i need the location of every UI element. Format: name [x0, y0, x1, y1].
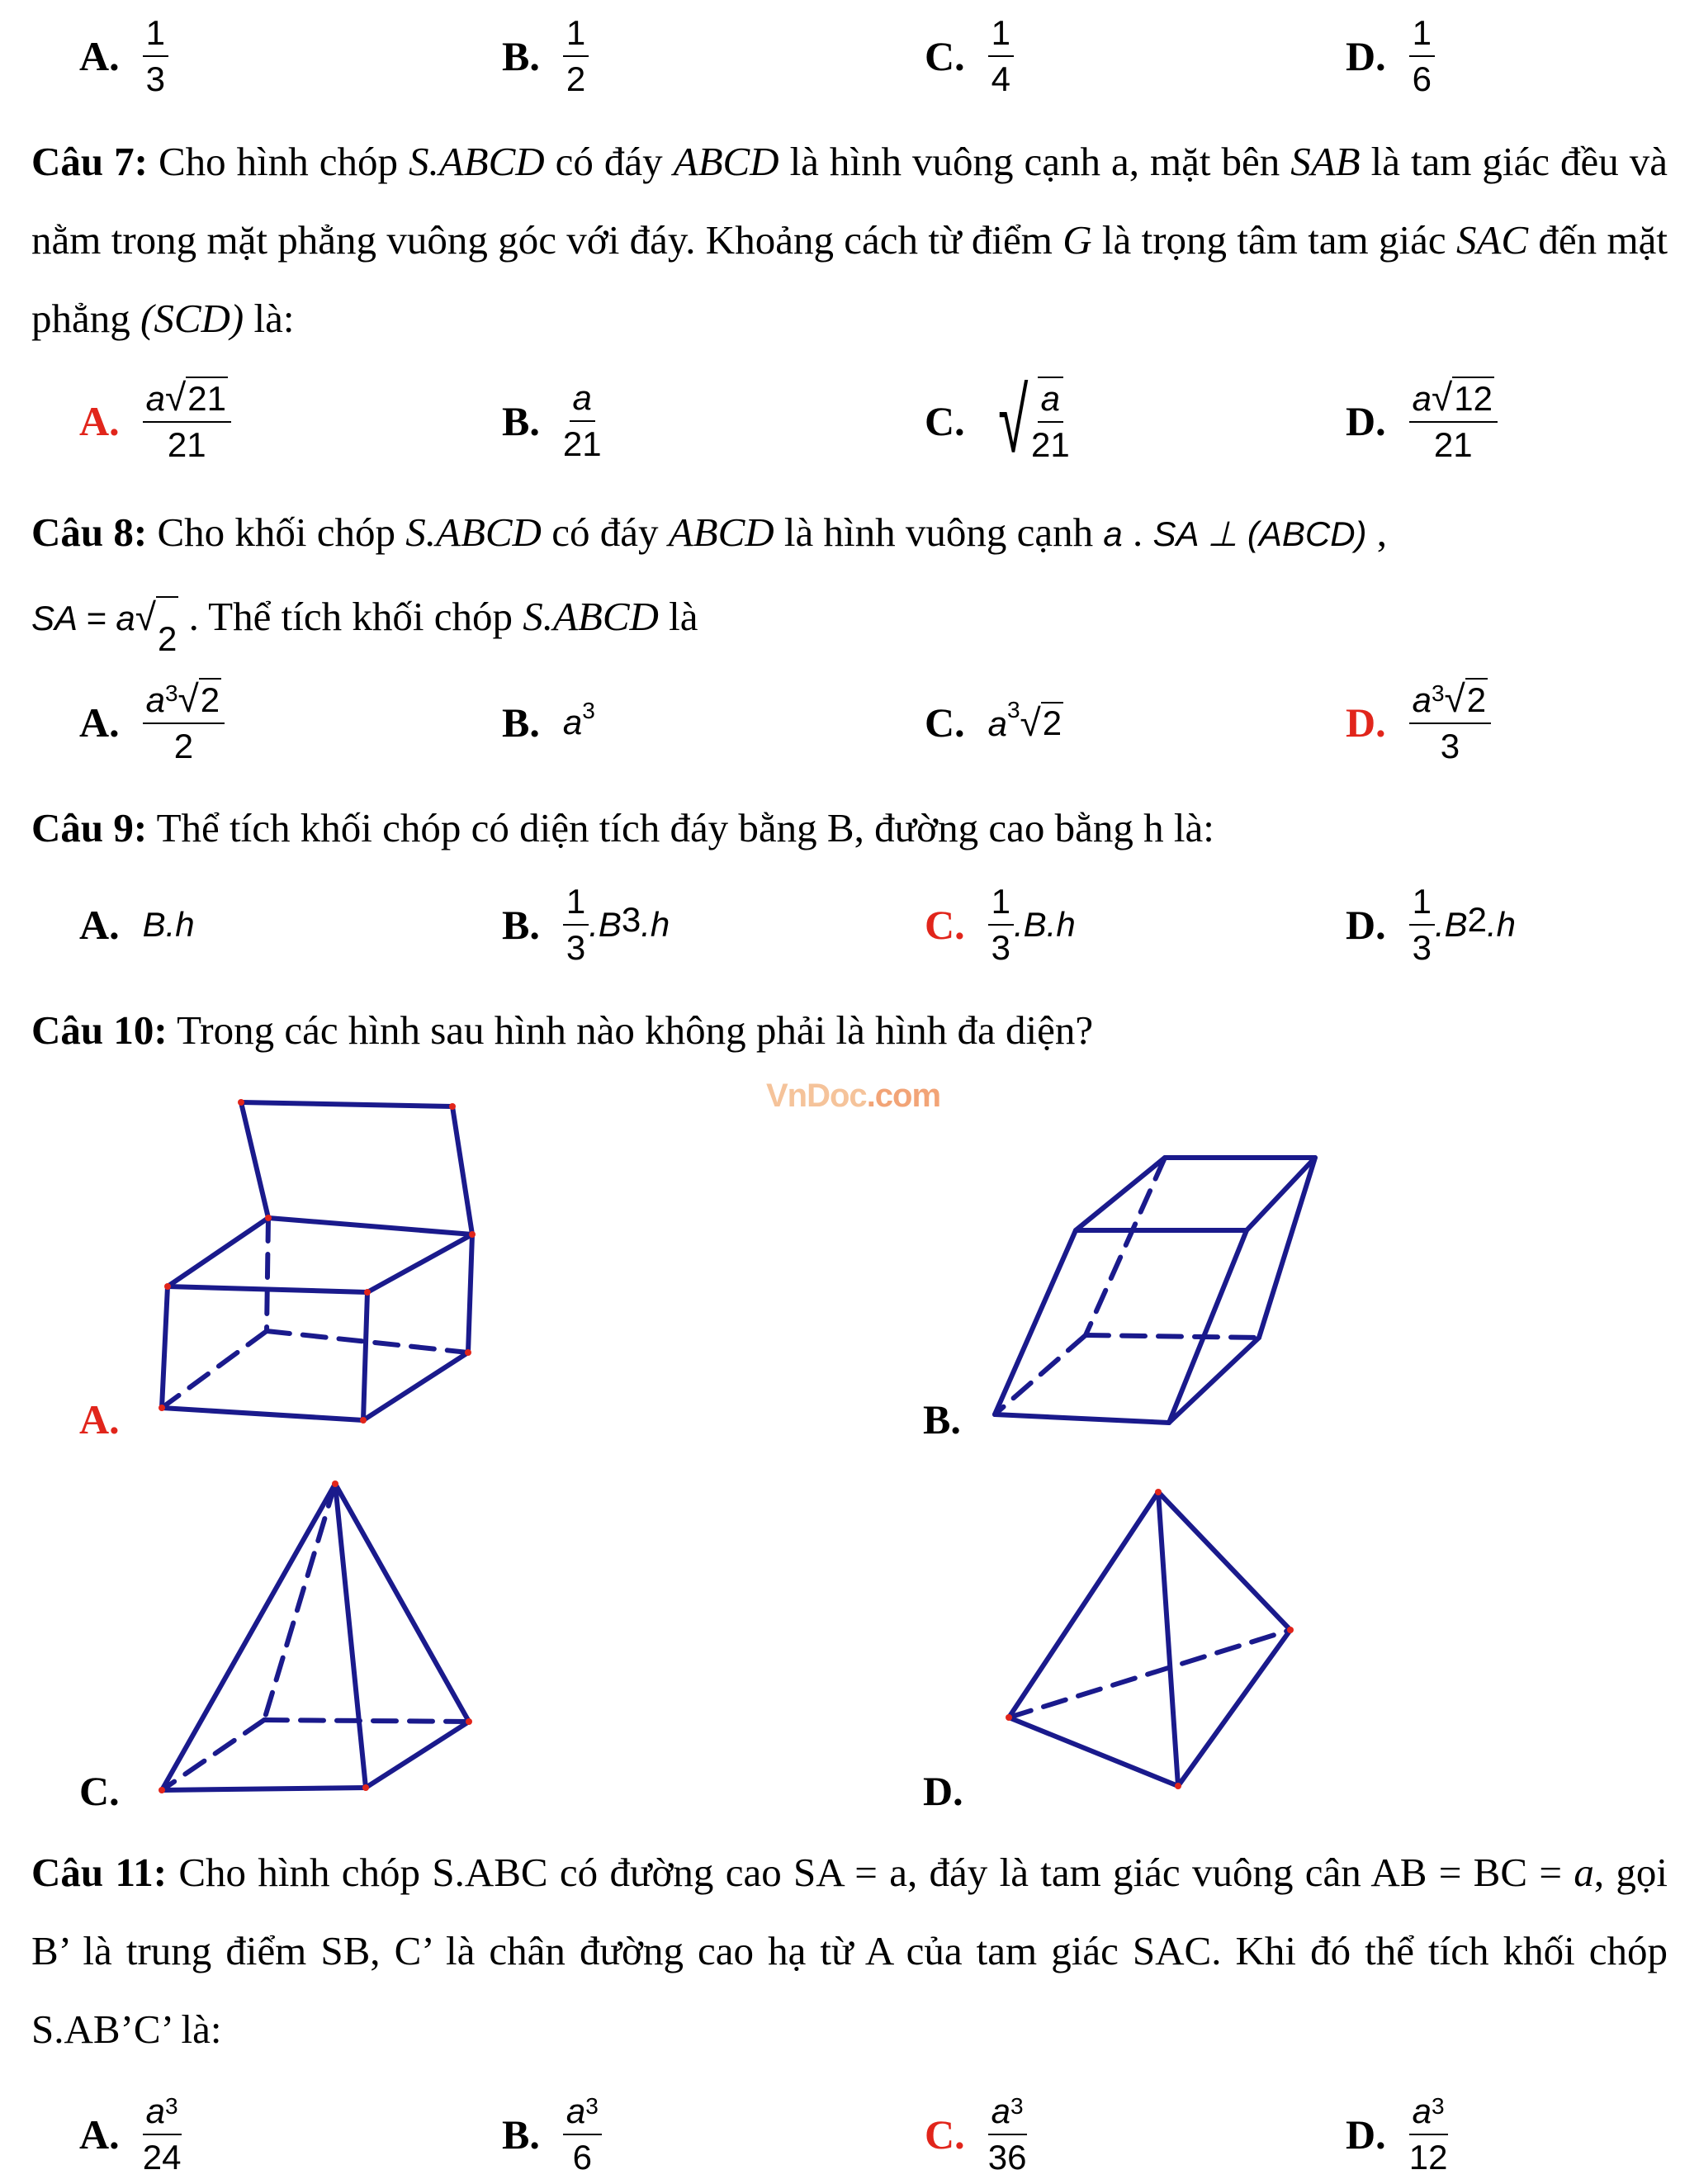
- question-7: Câu 7: Cho hình chóp S.ABCD có đáy ABCD là hình vuông cạnh a, mặt bên SAB là tam giác đều và nằm trong mặt phẳng vuông góc với đáy. Khoảng cách từ điểm G là trọng tâm tam giác SAC đến mặt phẳng (SCD) là:: [31, 139, 1668, 341]
- fraction: $\frac{1}{3}$: [563, 881, 589, 969]
- option-letter: C.: [925, 398, 965, 444]
- figure-label-a: A.: [79, 1396, 120, 1443]
- question-11: Câu 11: Cho hình chóp S.ABC có đường cao SA = a, đáy là tam giác vuông cân AB = BC = a, gọi B’ là trung điểm SB, C’ là chân đường cao hạ từ A của tam giác SAC. Khi đó thể tích khối chóp S.AB’C’ là:: [31, 1850, 1668, 2052]
- q11-option-a: [79, 2085, 182, 2184]
- fraction: $\frac{1}{3}$: [1409, 881, 1435, 969]
- option-letter: A.: [79, 398, 120, 444]
- option-letter: B.: [502, 699, 540, 746]
- q9-option-a: A. B.h: [79, 902, 195, 948]
- fraction: $a^3$ √ 2 2: [143, 678, 225, 767]
- fraction: $\frac{1}{3}$: [988, 881, 1014, 969]
- option-letter: B.: [502, 398, 540, 444]
- option-letter: C.: [925, 699, 965, 746]
- fraction: $\frac{a^3}{24}$: [142, 2092, 182, 2177]
- q11-option-c: [925, 2085, 1027, 2184]
- watermark: VnDoc.com: [766, 1078, 941, 1114]
- sqrt: √ 21: [164, 376, 226, 419]
- sqrt: √ 12: [1431, 376, 1493, 419]
- fraction: $\frac{a^3}{12}$: [1408, 2092, 1448, 2177]
- option-letter: D.: [1346, 2111, 1386, 2158]
- sqrt: √ $\frac{a}{21}$: [997, 370, 1070, 471]
- option-letter: C.: [925, 2111, 965, 2158]
- option-letter: D.: [1346, 33, 1386, 79]
- fraction: a √ 21 21: [143, 377, 231, 466]
- fraction: $\frac{1}{6}$: [1409, 12, 1435, 100]
- option-letter: D.: [1346, 902, 1386, 948]
- option-letter: A.: [79, 2111, 120, 2158]
- question-label: Câu 7:: [31, 139, 148, 184]
- figure-a-open-box: [162, 1102, 472, 1420]
- sqrt: √ 2: [1444, 677, 1487, 720]
- option-letter: A.: [79, 902, 120, 948]
- q8-option-c: C. $a^3$ √ 2: [925, 696, 1062, 746]
- question-label: Câu 11:: [31, 1850, 168, 1895]
- question-9: Câu 9: Thể tích khối chóp có diện tích đáy bằng B, đường cao bằng h là:: [31, 805, 1214, 850]
- q9-option-d: D. $\frac{1}{3}$ .B $^2$ .h: [1346, 882, 1517, 967]
- q8-option-b: B. $a^3$: [502, 698, 595, 746]
- fraction: $a^3$ √ 2 3: [1409, 678, 1492, 767]
- fraction: a √ 12 21: [1409, 377, 1498, 466]
- fraction: $\frac{a^3}{6}$: [563, 2091, 602, 2178]
- figure-label-b: B.: [923, 1396, 961, 1443]
- q9-option-c: C. $\frac{1}{3}$ .B.h: [925, 882, 1076, 967]
- fraction: $\frac{1}{4}$: [988, 12, 1014, 100]
- q11-options: [0, 2085, 1699, 2184]
- option-letter: B.: [502, 33, 540, 79]
- option-letter: C.: [925, 33, 965, 79]
- option-letter: C.: [925, 902, 965, 948]
- fraction: $\frac{1}{2}$: [563, 12, 589, 100]
- figure-d-tetrahedron: [1009, 1492, 1290, 1786]
- option-letter: D.: [1346, 398, 1386, 444]
- figure-label-c: C.: [79, 1768, 120, 1814]
- figure-c-pyramid: [162, 1484, 469, 1790]
- sqrt: √ 2: [135, 596, 179, 680]
- q11-option-d: [1346, 2085, 1448, 2184]
- fraction: $\frac{a^3}{36}$: [987, 2092, 1027, 2177]
- option-letter: A.: [79, 33, 120, 79]
- question-8: Câu 8: Cho khối chóp S.ABCD có đáy ABCD là hình vuông cạnh a . SA ⊥ (ABCD) , SA = a √ 2 . Thể tích khối chóp S.ABCD là: [31, 491, 1668, 680]
- option-letter: D.: [1346, 699, 1386, 746]
- question-label: Câu 10:: [31, 1007, 168, 1053]
- fraction: $\frac{1}{3}$: [143, 12, 168, 100]
- figure-b-parallelepiped: [995, 1158, 1315, 1423]
- sqrt: √ 2: [1020, 700, 1062, 744]
- option-letter: B.: [502, 2111, 540, 2158]
- q11-option-b: [502, 2085, 602, 2184]
- figure-label-d: D.: [923, 1768, 963, 1814]
- vertex-dots: [159, 1099, 1294, 1793]
- option-letter: A.: [79, 699, 120, 746]
- option-letter: B.: [502, 902, 540, 948]
- question-label: Câu 9:: [31, 805, 148, 850]
- question-10: Câu 10: Trong các hình sau hình nào không phải là hình đa diện?: [31, 1007, 1094, 1053]
- sqrt: √ 2: [177, 677, 220, 720]
- question-label: Câu 8:: [31, 509, 148, 555]
- fraction: $\frac{a}{21}$: [562, 378, 602, 463]
- q9-option-b: B. $\frac{1}{3}$ .B $^3$ .h: [502, 882, 670, 967]
